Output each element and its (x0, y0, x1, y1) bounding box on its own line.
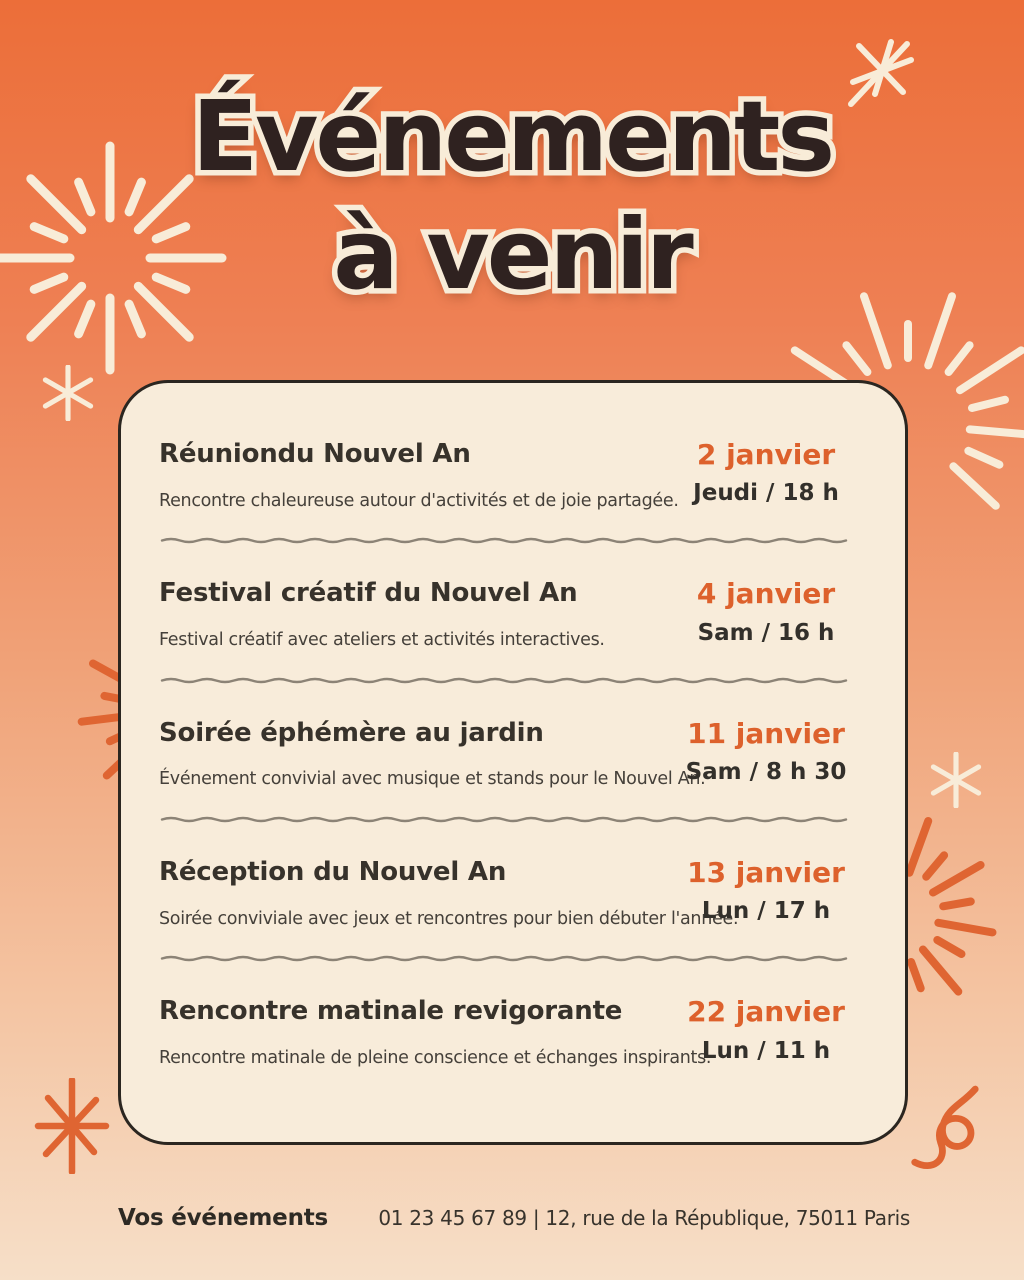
event-info (159, 996, 712, 1070)
page-title-line2: à venir à venir (0, 196, 1024, 314)
event-title: Réuniondu Nouvel An (159, 439, 471, 469)
page-title-line1: Événements Événements (0, 78, 1024, 196)
event-title: Festival créatif du Nouvel An (159, 578, 578, 609)
swirl-icon (905, 1082, 983, 1182)
footer-contact: 01 23 45 67 89 | 12, rue de la République, 75011 Paris (378, 1206, 910, 1230)
event-row (159, 439, 861, 513)
squiggle-divider (159, 955, 861, 962)
event-title: Réception du Nouvel An (159, 857, 507, 888)
event-description: Événement convivial avec musique et stands pour le Nouvel An. (159, 769, 706, 790)
star-bottom-left-icon (32, 1078, 112, 1174)
event-schedule (671, 996, 861, 1065)
event-description: Soirée conviviale avec jeux et rencontres pour bien débuter l'année. (159, 908, 739, 929)
sparkle-star-icon (40, 365, 96, 421)
event-row (159, 578, 861, 652)
event-date: 13 janvier (687, 856, 845, 890)
event-row (159, 718, 861, 792)
event-day-time: Lun / 11 h (701, 1037, 831, 1064)
event-schedule (671, 857, 861, 926)
event-row (159, 996, 861, 1070)
event-date: 22 janvier (687, 995, 845, 1029)
squiggle-divider (159, 816, 861, 823)
poster-footer (118, 1205, 910, 1231)
event-info (159, 439, 679, 513)
event-schedule (671, 578, 861, 647)
event-date: 2 janvier (696, 438, 836, 471)
event-info (159, 717, 706, 792)
event-day-time: Sam / 8 h 30 (685, 758, 847, 785)
event-info (159, 578, 671, 652)
event-title: Rencontre matinale revigorante (159, 996, 623, 1027)
squiggle-divider (159, 677, 861, 684)
events-card (118, 380, 908, 1145)
event-row (159, 857, 861, 931)
squiggle-divider (159, 537, 861, 544)
event-description: Festival créatif avec ateliers et activités interactives. (159, 630, 605, 651)
event-day-time: Jeudi / 18 h (693, 480, 839, 507)
event-description: Rencontre chaleureuse autour d'activités et de joie partagée. (159, 490, 679, 511)
event-date: 11 janvier (687, 716, 845, 750)
event-day-time: Sam / 16 h (697, 619, 835, 646)
sparkle-star-right-icon (928, 752, 984, 808)
event-day-time: Lun / 17 h (701, 898, 831, 925)
poster-header (0, 78, 1024, 315)
event-schedule (671, 718, 861, 787)
event-info (159, 857, 739, 931)
event-date: 4 janvier (696, 577, 836, 611)
event-schedule (671, 439, 861, 508)
event-description: Rencontre matinale de pleine conscience et échanges inspirants. (159, 1048, 712, 1069)
footer-brand: Vos événements (118, 1205, 329, 1231)
event-title: Soirée éphémère au jardin (159, 717, 544, 748)
